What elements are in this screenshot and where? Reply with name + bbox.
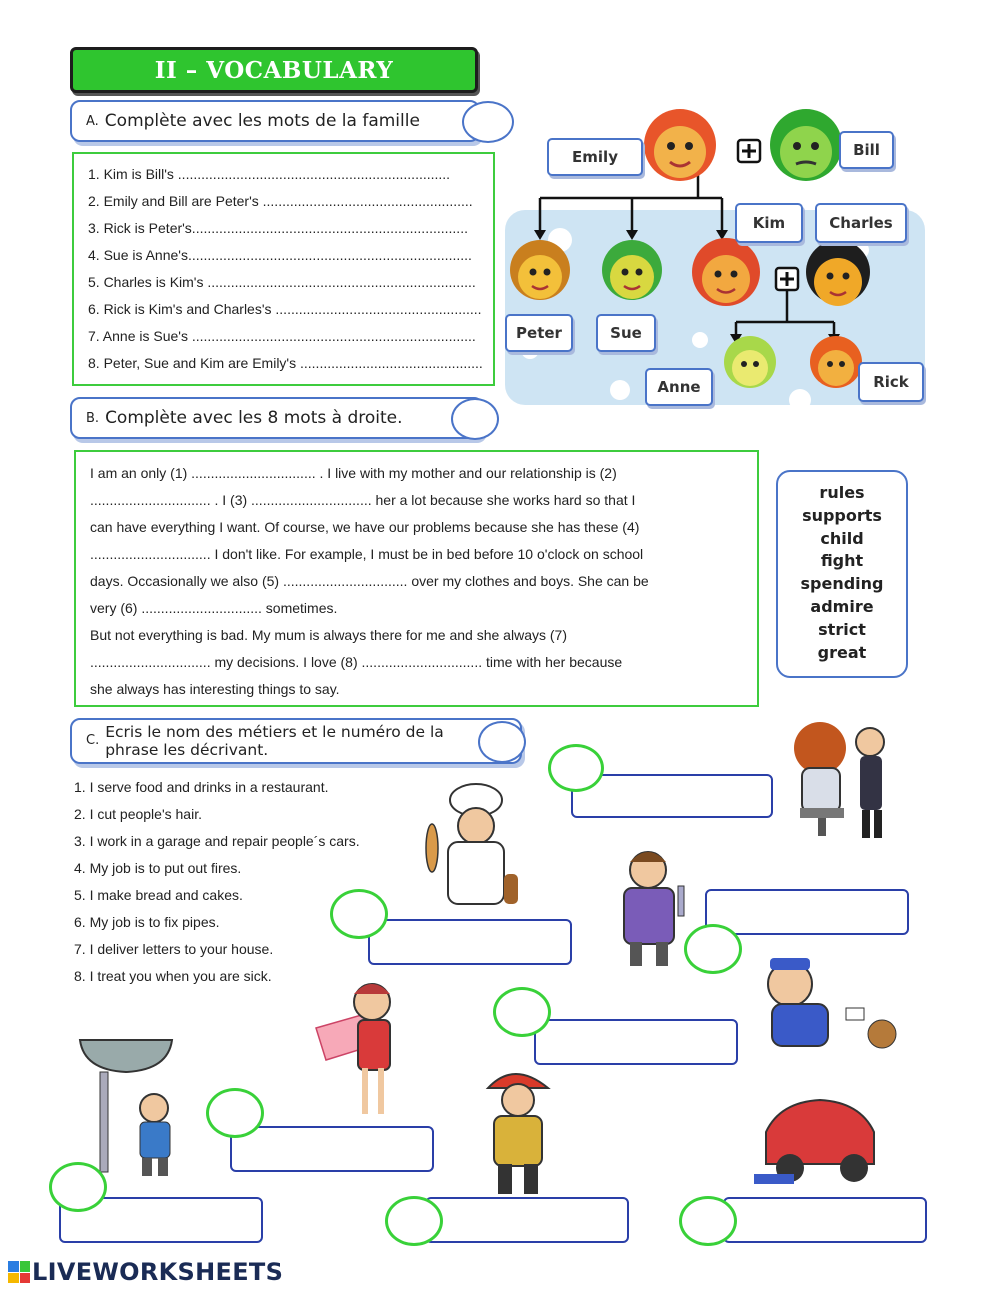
- exercise-line[interactable]: 1. Kim is Bill's ......................................................................: [88, 166, 451, 182]
- number-oval[interactable]: [49, 1162, 107, 1212]
- job-sentence: 8. I treat you when you are sick.: [74, 968, 272, 984]
- score-oval-b[interactable]: [451, 398, 499, 440]
- job-sentence: 7. I deliver letters to your house.: [74, 941, 274, 957]
- job-sentence: 3. I work in a garage and repair people´s cars.: [74, 833, 360, 849]
- section-letter: C.: [86, 733, 100, 748]
- number-oval[interactable]: [385, 1196, 443, 1246]
- answer-box[interactable]: [425, 1197, 629, 1243]
- exercise-line[interactable]: 2. Emily and Bill are Peter's ......................................................: [88, 193, 473, 209]
- word-bank-item: child: [820, 528, 864, 548]
- exercise-line[interactable]: 6. Rick is Kim's and Charles's .....................................................: [88, 301, 482, 317]
- number-oval[interactable]: [330, 889, 388, 939]
- name-label-peter: Peter: [505, 314, 573, 352]
- rick-face-icon: [810, 336, 862, 388]
- exercise-line[interactable]: 4. Sue is Anne's.........................................................................: [88, 247, 472, 263]
- postman-illustration: [750, 950, 920, 1060]
- job-sentences-list: [74, 774, 414, 990]
- mechanic-illustration: [750, 1082, 890, 1192]
- number-oval[interactable]: [684, 924, 742, 974]
- logo-text: LIVEWORKSHEETS: [32, 1258, 284, 1286]
- paragraph-line: can have everything I want. Of course, we have our problems because she has these (4): [90, 519, 640, 535]
- name-label-bill: Bill: [839, 131, 894, 169]
- section-c-heading: [70, 718, 522, 764]
- paragraph-line[interactable]: ............................... my decisions. I love (8) ............................... time with her because: [90, 654, 623, 670]
- page-title: II – VOCABULARY: [70, 47, 478, 93]
- answer-box[interactable]: [368, 919, 572, 965]
- sue-face-icon: [602, 240, 662, 300]
- anne-face-icon: [724, 336, 776, 388]
- word-bank: [776, 470, 908, 678]
- logo-grid-icon: [8, 1261, 30, 1283]
- paragraph-line[interactable]: ............................... . I (3) ............................... her a lot because she works hard so that I: [90, 492, 636, 508]
- answer-box[interactable]: [723, 1197, 927, 1243]
- waitress-illustration: [312, 972, 412, 1122]
- section-letter: B.: [86, 410, 100, 426]
- section-b-exercise: [74, 450, 759, 707]
- word-bank-item: strict: [818, 619, 866, 639]
- answer-box[interactable]: [705, 889, 909, 935]
- job-sentence: 4. My job is to put out fires.: [74, 860, 242, 876]
- name-label-emily: Emily: [547, 138, 643, 176]
- section-c-heading-text: Ecris le nom des métiers et le numéro de la phrase les décrivant.: [105, 723, 444, 759]
- name-label-anne: Anne: [645, 368, 713, 406]
- peter-face-icon: [510, 240, 570, 300]
- section-a-heading-text: Complète avec les mots de la famille: [104, 111, 420, 131]
- word-bank-item: supports: [802, 505, 882, 525]
- number-oval[interactable]: [493, 987, 551, 1037]
- paragraph-line: she always has interesting things to say.: [90, 681, 340, 697]
- hairdresser-illustration: [780, 712, 900, 842]
- emily-face-icon: [644, 109, 716, 181]
- job-sentence: 6. My job is to fix pipes.: [74, 914, 220, 930]
- baker-illustration: [418, 778, 528, 918]
- plumber-illustration: [76, 1030, 196, 1180]
- name-label-sue: Sue: [596, 314, 656, 352]
- job-sentence: 1. I serve food and drinks in a restaurant.: [74, 779, 329, 795]
- job-sentence: 2. I cut people's hair.: [74, 806, 202, 822]
- word-bank-item: admire: [810, 596, 874, 616]
- section-a-heading: [70, 100, 480, 142]
- paragraph-line[interactable]: ............................... I don't like. For example, I must be in bed before 10 o'clock on school: [90, 546, 644, 562]
- number-oval[interactable]: [679, 1196, 737, 1246]
- firefighter-illustration: [468, 1058, 568, 1198]
- word-bank-item: great: [817, 642, 867, 662]
- paragraph-line[interactable]: very (6) ............................... sometimes.: [90, 600, 338, 616]
- bill-face-icon: [770, 109, 842, 181]
- section-b-heading: [70, 397, 484, 439]
- section-letter: A.: [86, 113, 99, 129]
- kim-face-icon: [692, 238, 760, 306]
- word-bank-item: rules: [819, 483, 865, 502]
- word-bank-item: fight: [820, 551, 864, 571]
- score-oval-c[interactable]: [478, 721, 526, 763]
- exercise-line[interactable]: 3. Rick is Peter's.......................................................................: [88, 220, 468, 236]
- name-label-charles: Charles: [815, 203, 907, 243]
- paragraph-line: But not everything is bad. My mum is always there for me and she always (7): [90, 627, 567, 643]
- exercise-line[interactable]: 5. Charles is Kim's .....................................................................: [88, 274, 476, 290]
- paragraph-line[interactable]: I am an only (1) ................................ . I live with my mother and our relationship is (2): [90, 465, 617, 481]
- paragraph-line[interactable]: days. Occasionally we also (5) ................................ over my clothes and boys. She can be: [90, 573, 649, 589]
- job-sentence: 5. I make bread and cakes.: [74, 887, 243, 903]
- liveworksheets-logo: [8, 1258, 283, 1286]
- number-oval[interactable]: [206, 1088, 264, 1138]
- name-label-kim: Kim: [735, 203, 803, 243]
- answer-box[interactable]: [571, 774, 773, 818]
- answer-box[interactable]: [534, 1019, 738, 1065]
- name-label-rick: Rick: [858, 362, 924, 402]
- exercise-line[interactable]: 7. Anne is Sue's .........................................................................: [88, 328, 476, 344]
- answer-box[interactable]: [230, 1126, 434, 1172]
- word-bank-item: spending: [800, 574, 884, 594]
- number-oval[interactable]: [548, 744, 604, 792]
- exercise-line[interactable]: 8. Peter, Sue and Kim are Emily's ...............................................: [88, 355, 483, 371]
- section-a-exercise: [72, 152, 495, 386]
- section-b-heading-text: Complète avec les 8 mots à droite.: [105, 408, 403, 428]
